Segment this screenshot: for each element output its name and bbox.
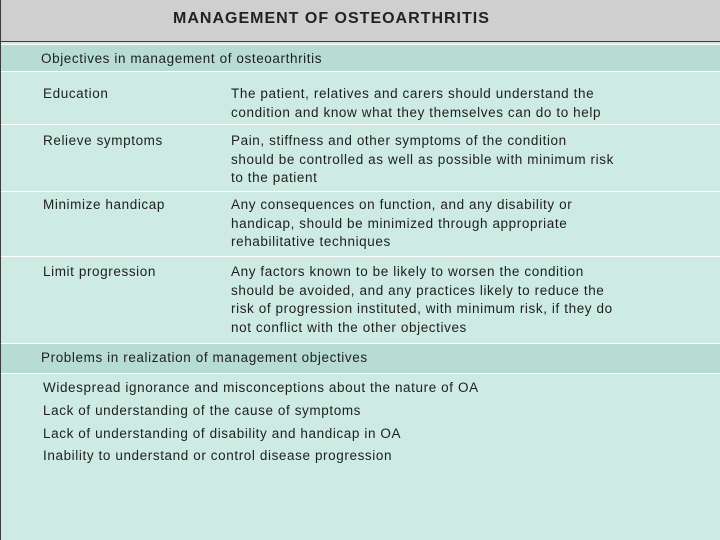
desc-line: should be controlled as well as possible with minimum risk [231, 151, 614, 167]
desc-line: condition and know what they themselves can do to help [231, 104, 602, 120]
desc-line: Pain, stiffness and other symptoms of the condition [231, 133, 567, 148]
problem-item: Lack of understanding of the cause of symptoms [43, 403, 362, 418]
objective-desc-relieve-symptoms [231, 132, 614, 188]
divider [1, 191, 720, 192]
problems-heading: Problems in realization of management objectives [41, 350, 368, 365]
objective-label-relieve-symptoms: Relieve symptoms [43, 133, 163, 148]
objective-desc-minimize-handicap [231, 196, 572, 252]
page-title: MANAGEMENT OF OSTEOARTHRITIS [173, 10, 490, 27]
divider [1, 124, 720, 125]
title-bar [1, 0, 720, 42]
problems-heading-row [1, 343, 720, 373]
desc-line: not conflict with the other objectives [231, 319, 467, 335]
objective-label-limit-progression: Limit progression [43, 264, 156, 279]
desc-line: Any consequences on function, and any disability or [231, 197, 573, 212]
problem-item: Lack of understanding of disability and handicap in OA [43, 426, 402, 441]
desc-line: handicap, should be minimized through appropriate [231, 215, 568, 231]
desc-line: should be avoided, and any practices likely to reduce the [231, 282, 605, 298]
desc-line: to the patient [231, 170, 318, 185]
objective-label-minimize-handicap: Minimize handicap [43, 197, 166, 212]
objectives-heading-row [1, 44, 720, 71]
objective-desc-education [231, 85, 601, 122]
desc-line: Any factors known to be likely to worsen the condition [231, 264, 584, 279]
divider [1, 256, 720, 257]
objective-label-education: Education [43, 86, 109, 101]
divider [1, 71, 720, 72]
problem-item: Widespread ignorance and misconceptions about the nature of OA [43, 380, 479, 395]
objectives-heading: Objectives in management of osteoarthritis [41, 51, 323, 66]
problem-item: Inability to understand or control disease progression [43, 448, 393, 463]
desc-line: risk of progression instituted, with minimum risk, if they do [231, 301, 613, 316]
divider [1, 373, 720, 374]
objective-desc-limit-progression [231, 263, 613, 337]
desc-line: rehabilitative techniques [231, 234, 391, 249]
desc-line: The patient, relatives and carers should understand the [231, 86, 595, 101]
